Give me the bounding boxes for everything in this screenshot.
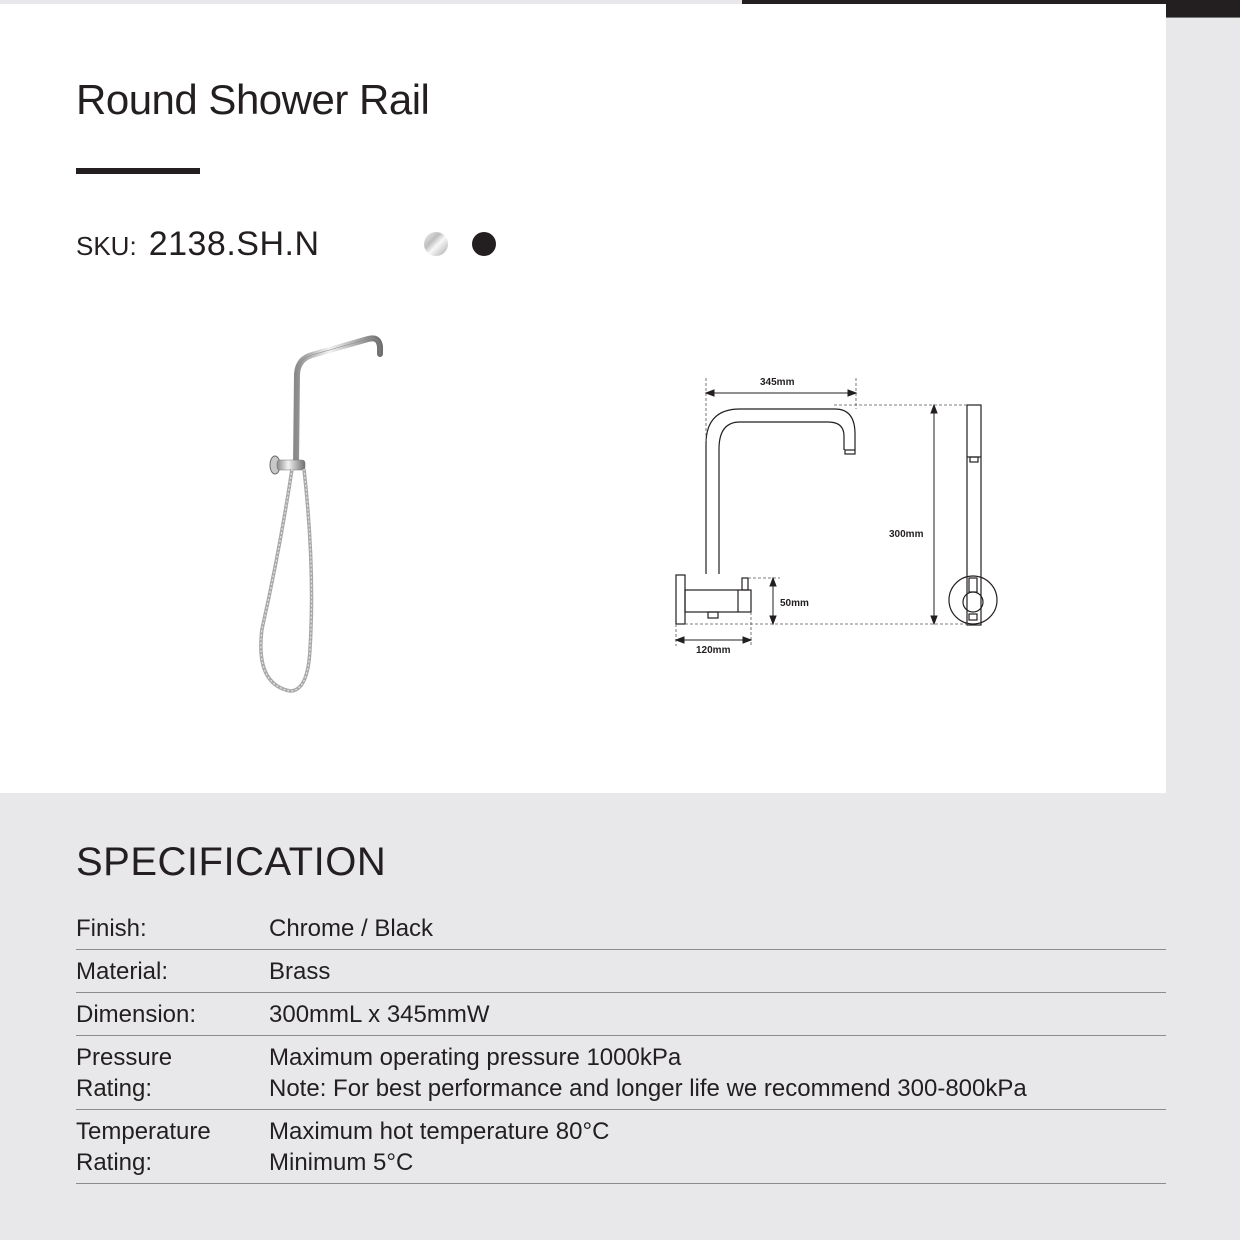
spec-key: Finish: — [76, 915, 147, 942]
spec-value-line: Minimum 5°C — [269, 1149, 414, 1176]
spec-key — [76, 1042, 269, 1104]
spec-value — [269, 913, 1166, 944]
spec-key-line: Rating: — [76, 1075, 153, 1102]
spec-key-line: Pressure — [76, 1044, 173, 1071]
technical-drawing — [660, 364, 1000, 664]
specification-title: SPECIFICATION — [76, 840, 387, 884]
spec-row-temperature-rating — [76, 1110, 1166, 1184]
finish-swatches — [424, 232, 496, 256]
spec-value-line: 300mmL x 345mmW — [269, 1001, 490, 1028]
title-underline — [76, 168, 200, 174]
spec-row-dimension — [76, 993, 1166, 1036]
spec-value — [269, 999, 1166, 1030]
swatch-chrome[interactable] — [424, 232, 448, 256]
product-card — [0, 4, 1166, 793]
spec-value — [269, 956, 1166, 987]
spec-key: Material: — [76, 958, 169, 985]
sku-label: SKU: — [76, 231, 137, 261]
spec-value — [269, 1042, 1166, 1104]
spec-key-line: Rating: — [76, 1149, 153, 1176]
spec-value-line: Chrome / Black — [269, 915, 434, 942]
specification-section — [76, 840, 1166, 1184]
spec-row-material — [76, 950, 1166, 993]
spec-value-line: Note: For best performance and longer life we recommend 300-800kPa — [269, 1075, 1027, 1102]
sku-line — [76, 225, 320, 264]
swatch-black[interactable] — [472, 232, 496, 256]
spec-key — [76, 1116, 269, 1178]
spec-value-line: Maximum hot temperature 80°C — [269, 1118, 610, 1145]
spec-value — [269, 1116, 1166, 1178]
product-title: Round Shower Rail — [76, 76, 430, 123]
spec-row-finish — [76, 907, 1166, 950]
product-image — [240, 329, 400, 699]
dim-projection-label: 120mm — [696, 645, 731, 656]
sku-value: 2138.SH.N — [148, 225, 320, 263]
spec-key: Dimension: — [76, 1001, 197, 1028]
spec-key-line: Temperature — [76, 1118, 211, 1145]
spec-row-pressure-rating — [76, 1036, 1166, 1110]
spec-value-line: Brass — [269, 958, 331, 985]
dim-depth-label: 50mm — [780, 598, 809, 609]
dim-width-label: 345mm — [760, 377, 795, 388]
spec-value-line: Maximum operating pressure 1000kPa — [269, 1044, 682, 1071]
dim-height-label: 300mm — [889, 529, 924, 540]
